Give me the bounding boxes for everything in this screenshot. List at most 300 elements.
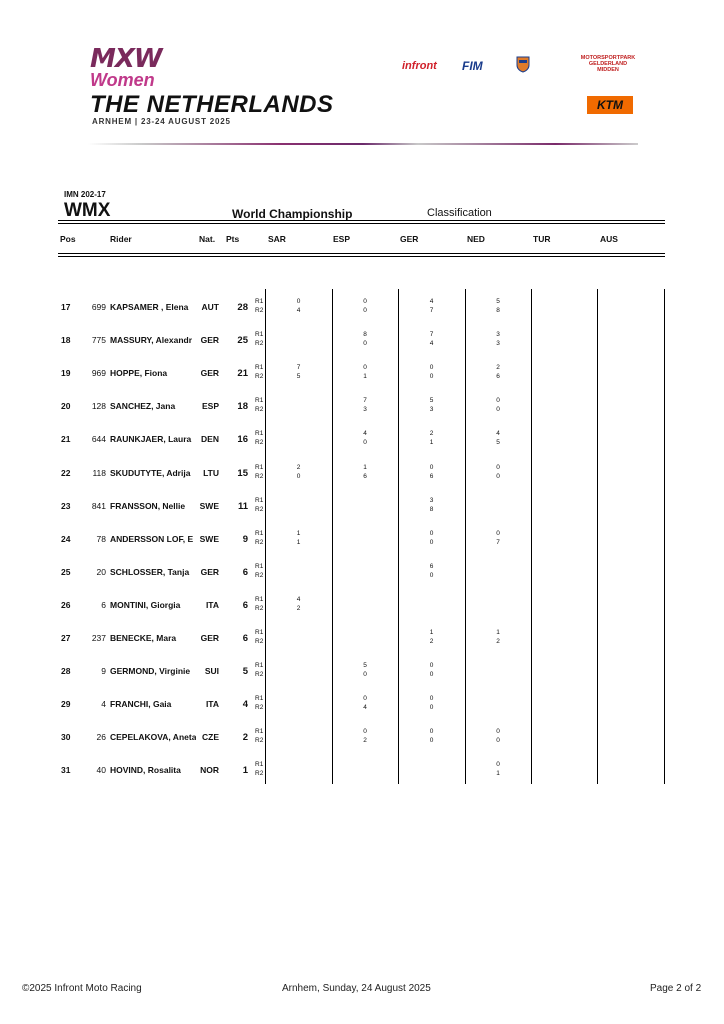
score-cell: [279, 760, 319, 778]
race-labels: [255, 396, 263, 414]
score-race2: [345, 769, 385, 778]
footer-copyright: ©2025 Infront Moto Racing: [22, 983, 142, 994]
rider-number: 78: [96, 533, 106, 544]
score-race1: [478, 562, 518, 571]
race-labels: [255, 661, 263, 679]
rider-points: 28: [237, 302, 248, 313]
race-label-r1: R1: [255, 728, 264, 736]
score-race1: [544, 562, 584, 571]
col-event: TUR: [533, 234, 551, 244]
score-race2: 5: [496, 439, 500, 447]
score-race1: [345, 529, 385, 538]
score-race1: [279, 496, 319, 505]
score-race1: 1: [496, 629, 500, 636]
score-cell: [611, 760, 651, 778]
score-race2: [345, 637, 385, 646]
score-race2: [611, 637, 651, 646]
race-labels: [255, 529, 263, 547]
score-cell: [478, 595, 518, 613]
rider-points: 11: [237, 500, 248, 512]
score-race1: [544, 429, 584, 438]
rider-nation: NOR: [200, 765, 219, 776]
score-cell: [345, 363, 385, 381]
score-race2: 0: [363, 307, 367, 314]
rider-nation: ITA: [205, 599, 219, 610]
score-race1: 4: [496, 430, 500, 438]
score-race1: 0: [429, 728, 434, 736]
score-race1: 0: [363, 364, 367, 372]
score-cell: [412, 595, 452, 613]
rider-nation: LTU: [203, 467, 219, 478]
score-race1: 7: [296, 364, 301, 372]
score-cell: [412, 429, 452, 447]
score-race2: [611, 538, 651, 547]
score-race2: 0: [429, 373, 434, 381]
race-label-r1: R1: [255, 629, 264, 636]
rider-number: 699: [91, 302, 106, 312]
score-race2: [544, 571, 584, 580]
score-cell: [412, 760, 452, 778]
score-race1: 0: [429, 662, 434, 670]
rider-position: 28: [61, 666, 71, 677]
score-race1: [544, 760, 584, 769]
rider-position: 18: [61, 335, 71, 346]
score-cell: [412, 463, 452, 481]
score-race1: [345, 595, 385, 604]
score-cell: [544, 330, 584, 348]
race-labels: [255, 628, 263, 646]
rider-name: BENECKE, Mara: [110, 633, 177, 643]
score-cell: [412, 628, 452, 646]
score-race2: 1: [496, 770, 500, 778]
event-title: THE NETHERLANDS: [90, 91, 334, 118]
rider-points: 6: [242, 599, 248, 611]
score-race2: 6: [363, 472, 367, 480]
score-race1: [611, 496, 651, 505]
score-race2: [279, 339, 319, 348]
race-label-r2: R2: [255, 571, 264, 579]
score-race2: [544, 604, 584, 613]
score-race1: 0: [429, 364, 434, 372]
score-race1: [544, 363, 584, 372]
race-label-r2: R2: [255, 505, 264, 513]
score-cell: [478, 562, 518, 580]
score-cell: [345, 727, 385, 745]
score-race2: 8: [429, 505, 434, 513]
score-race1: [279, 429, 319, 438]
table-row: [0, 457, 724, 490]
race-labels: [255, 694, 263, 712]
table-row: [0, 556, 724, 589]
race-label-r2: R2: [255, 638, 264, 645]
table-row: [0, 589, 724, 622]
score-race1: [279, 760, 319, 769]
table-top-rule: [58, 220, 665, 224]
race-label-r2: R2: [255, 307, 264, 314]
score-race1: [544, 694, 584, 703]
race-labels: [255, 727, 263, 745]
score-cell: [345, 429, 385, 447]
race-label-r2: R2: [255, 340, 264, 348]
rider-position: 20: [61, 401, 71, 412]
score-cell: [478, 727, 518, 745]
rider-points: 15: [237, 467, 248, 479]
table-row: [0, 721, 724, 754]
score-cell: [345, 297, 385, 315]
rider-number: 118: [92, 467, 106, 478]
rider-position: 26: [61, 599, 71, 610]
score-race2: 0: [496, 406, 500, 414]
score-race1: 7: [429, 331, 434, 339]
rider-name: FRANCHI, Gaia: [110, 699, 172, 710]
rider-number: 644: [91, 434, 106, 445]
race-label-r1: R1: [255, 496, 264, 504]
score-cell: [345, 694, 385, 712]
rider-number: 4: [101, 699, 106, 710]
table-row: [0, 324, 724, 357]
race-label-r2: R2: [255, 737, 264, 745]
rider-nation: SWE: [199, 533, 219, 544]
score-race2: 0: [296, 472, 301, 480]
rider-position: 31: [61, 765, 71, 776]
score-race2: [544, 637, 584, 646]
score-race1: 5: [429, 397, 434, 405]
rider-points: 2: [242, 732, 248, 744]
table-row: [0, 390, 724, 423]
score-race2: 0: [363, 671, 367, 679]
score-cell: [611, 661, 651, 679]
score-cell: [544, 297, 584, 315]
race-label-r2: R2: [255, 439, 264, 447]
score-cell: [279, 628, 319, 646]
score-race2: [611, 339, 651, 348]
rider-position: 21: [61, 434, 71, 445]
score-cell: [279, 727, 319, 745]
score-race1: 0: [429, 529, 434, 537]
race-label-r1: R1: [255, 430, 264, 438]
rider-name: SANCHEZ, Jana: [110, 401, 176, 412]
score-race2: 6: [429, 472, 434, 480]
score-race2: [279, 736, 319, 745]
score-cell: [611, 297, 651, 315]
rider-name: HOVIND, Rosalita: [110, 765, 181, 776]
score-cell: [611, 463, 651, 481]
score-race2: [345, 505, 385, 514]
score-race1: [478, 661, 518, 670]
score-cell: [478, 496, 518, 514]
score-race1: [544, 297, 584, 306]
score-cell: [345, 628, 385, 646]
table-header-rule: [58, 253, 665, 257]
score-cell: [611, 595, 651, 613]
score-race2: [544, 405, 584, 414]
score-race1: 2: [496, 364, 500, 372]
score-race1: 3: [496, 331, 500, 339]
score-race2: 4: [363, 704, 367, 712]
score-race1: 6: [429, 562, 434, 570]
table-row: [0, 357, 724, 390]
score-cell: [611, 496, 651, 514]
fim-logo: FIM: [462, 59, 483, 73]
score-cell: [544, 463, 584, 481]
score-race1: 4: [296, 595, 301, 603]
score-race2: 5: [296, 373, 301, 381]
score-race2: [279, 571, 319, 580]
score-race2: 0: [429, 571, 434, 579]
rider-nation: DEN: [201, 434, 219, 445]
score-race2: 3: [429, 406, 434, 414]
footer-place-date: Arnhem, Sunday, 24 August 2025: [282, 983, 431, 994]
race-label-r1: R1: [255, 364, 264, 372]
score-cell: [544, 595, 584, 613]
score-race2: [279, 405, 319, 414]
score-race2: [412, 769, 452, 778]
score-race2: 1: [296, 538, 301, 546]
score-race2: [345, 571, 385, 580]
rider-nation: GER: [200, 566, 219, 577]
score-race1: 1: [363, 463, 367, 471]
score-cell: [279, 463, 319, 481]
rider-nation: GER: [200, 335, 219, 346]
score-cell: [478, 661, 518, 679]
score-race1: [611, 727, 651, 736]
score-race2: 3: [496, 340, 500, 348]
rider-points: 4: [242, 699, 248, 711]
rider-points: 6: [242, 566, 248, 578]
score-race1: [345, 760, 385, 769]
score-cell: [544, 562, 584, 580]
score-race2: [611, 372, 651, 381]
score-cell: [279, 429, 319, 447]
score-cell: [544, 727, 584, 745]
rider-points: 5: [242, 666, 248, 678]
score-race2: [478, 670, 518, 679]
score-race1: 8: [363, 331, 367, 339]
score-race1: [611, 396, 651, 405]
score-race2: [412, 604, 452, 613]
score-race2: 0: [429, 671, 434, 679]
score-cell: [279, 694, 319, 712]
rider-nation: ITA: [205, 699, 219, 710]
score-race1: [611, 297, 651, 306]
score-cell: [279, 396, 319, 414]
score-race1: [544, 727, 584, 736]
score-race2: [611, 405, 651, 414]
score-race2: 2: [496, 638, 500, 645]
header-divider: [88, 143, 638, 145]
race-label-r2: R2: [255, 704, 264, 712]
score-race1: [478, 694, 518, 703]
score-cell: [478, 529, 518, 547]
rider-number: 40: [96, 765, 106, 776]
score-race2: 0: [429, 704, 434, 712]
race-label-r2: R2: [255, 770, 264, 778]
score-cell: [279, 496, 319, 514]
col-pts: Pts: [226, 234, 240, 244]
race-label-r1: R1: [255, 695, 264, 703]
score-race2: [544, 505, 584, 514]
race-label-r2: R2: [255, 671, 264, 679]
score-cell: [412, 330, 452, 348]
score-race1: [544, 396, 584, 405]
score-race2: [544, 339, 584, 348]
score-race2: 0: [429, 737, 434, 745]
score-cell: [345, 463, 385, 481]
score-race2: [544, 438, 584, 447]
score-cell: [412, 562, 452, 580]
ktm-logo: KTM: [587, 96, 633, 114]
score-race2: [279, 505, 319, 514]
score-race1: 0: [363, 728, 367, 736]
score-race1: 0: [496, 728, 500, 736]
score-race2: [611, 769, 651, 778]
rider-position: 25: [61, 566, 71, 577]
col-event: AUS: [600, 234, 618, 244]
score-race1: [544, 463, 584, 472]
rider-name: SKUDUTYTE, Adrija: [110, 467, 191, 478]
score-cell: [611, 396, 651, 414]
score-race1: [279, 330, 319, 339]
score-cell: [345, 529, 385, 547]
score-cell: [345, 396, 385, 414]
score-race2: 0: [496, 737, 500, 745]
score-race2: [345, 538, 385, 547]
score-cell: [544, 363, 584, 381]
score-race2: [478, 703, 518, 712]
score-race1: [611, 694, 651, 703]
score-race2: 4: [429, 340, 434, 348]
rider-nation: GER: [200, 633, 219, 643]
score-race1: 1: [296, 529, 301, 537]
score-cell: [478, 760, 518, 778]
score-race1: [611, 330, 651, 339]
score-cell: [478, 694, 518, 712]
race-labels: [255, 429, 263, 447]
table-row: [0, 655, 724, 688]
score-race1: [412, 595, 452, 604]
race-labels: [255, 463, 263, 481]
classification-label: Classification: [427, 207, 492, 219]
race-labels: [255, 760, 263, 778]
score-race2: [478, 505, 518, 514]
score-race2: 0: [363, 439, 367, 447]
table-row: [0, 490, 724, 523]
rider-points: 1: [242, 765, 248, 777]
score-race1: [412, 760, 452, 769]
score-race1: [279, 562, 319, 571]
table-row: [0, 622, 724, 655]
rider-name: ANDERSSON LOF, E: [110, 533, 194, 544]
rider-nation: AUT: [201, 302, 219, 312]
race-label-r1: R1: [255, 331, 264, 339]
score-race2: 4: [296, 307, 301, 314]
table-row: [0, 291, 724, 324]
race-label-r2: R2: [255, 373, 264, 381]
col-event: ESP: [333, 234, 351, 244]
score-race2: 8: [496, 307, 500, 314]
rider-position: 24: [61, 533, 71, 544]
score-race1: [611, 529, 651, 538]
score-race2: [544, 538, 584, 547]
rider-name: SCHLOSSER, Tanja: [110, 566, 190, 577]
rider-number: 26: [96, 732, 106, 743]
score-cell: [611, 429, 651, 447]
score-race2: [544, 372, 584, 381]
col-pos: Pos: [60, 234, 76, 244]
rider-name: GERMOND, Virginie: [110, 666, 191, 677]
score-race1: [611, 595, 651, 604]
score-race2: [611, 306, 651, 315]
race-labels: [255, 297, 263, 315]
score-race1: 0: [496, 761, 500, 769]
rider-points: 6: [242, 633, 248, 644]
score-cell: [611, 694, 651, 712]
score-cell: [478, 297, 518, 315]
score-cell: [279, 595, 319, 613]
rider-nation: SWE: [199, 500, 219, 511]
score-race2: 7: [496, 538, 500, 546]
score-race2: 3: [363, 406, 367, 414]
score-race1: [478, 595, 518, 604]
score-race1: [544, 529, 584, 538]
score-race2: [279, 769, 319, 778]
score-cell: [478, 628, 518, 646]
score-race1: [611, 661, 651, 670]
score-race2: 0: [429, 538, 434, 546]
score-race2: [478, 604, 518, 613]
score-race2: 7: [429, 307, 434, 314]
score-cell: [279, 529, 319, 547]
score-cell: [544, 760, 584, 778]
score-cell: [478, 463, 518, 481]
score-race2: [279, 670, 319, 679]
race-label-r2: R2: [255, 538, 264, 546]
score-cell: [611, 529, 651, 547]
event-subtitle: ARNHEM | 23-24 AUGUST 2025: [92, 117, 231, 126]
score-race2: 6: [496, 373, 500, 381]
score-race2: [611, 472, 651, 481]
race-label-r1: R1: [255, 397, 264, 405]
score-race1: [345, 562, 385, 571]
score-race1: 0: [429, 463, 434, 471]
score-race2: [279, 637, 319, 646]
score-race2: [611, 736, 651, 745]
score-cell: [544, 628, 584, 646]
rider-nation: SUI: [204, 666, 219, 677]
score-race1: 0: [296, 298, 301, 305]
score-race1: 0: [363, 695, 367, 703]
rider-number: 6: [101, 599, 106, 610]
score-cell: [412, 363, 452, 381]
rider-points: 9: [242, 533, 248, 545]
race-label-r1: R1: [255, 595, 264, 603]
score-cell: [345, 661, 385, 679]
score-cell: [279, 363, 319, 381]
score-cell: [611, 727, 651, 745]
score-race1: [544, 595, 584, 604]
score-cell: [544, 694, 584, 712]
race-labels: [255, 363, 263, 381]
score-cell: [412, 661, 452, 679]
score-race1: 0: [363, 298, 367, 305]
score-race1: 5: [496, 298, 500, 305]
rider-number: 775: [91, 335, 106, 346]
score-race2: [611, 505, 651, 514]
race-labels: [255, 330, 263, 348]
footer-page-number: Page 2 of 2: [650, 983, 702, 994]
score-cell: [544, 529, 584, 547]
score-race2: [279, 438, 319, 447]
